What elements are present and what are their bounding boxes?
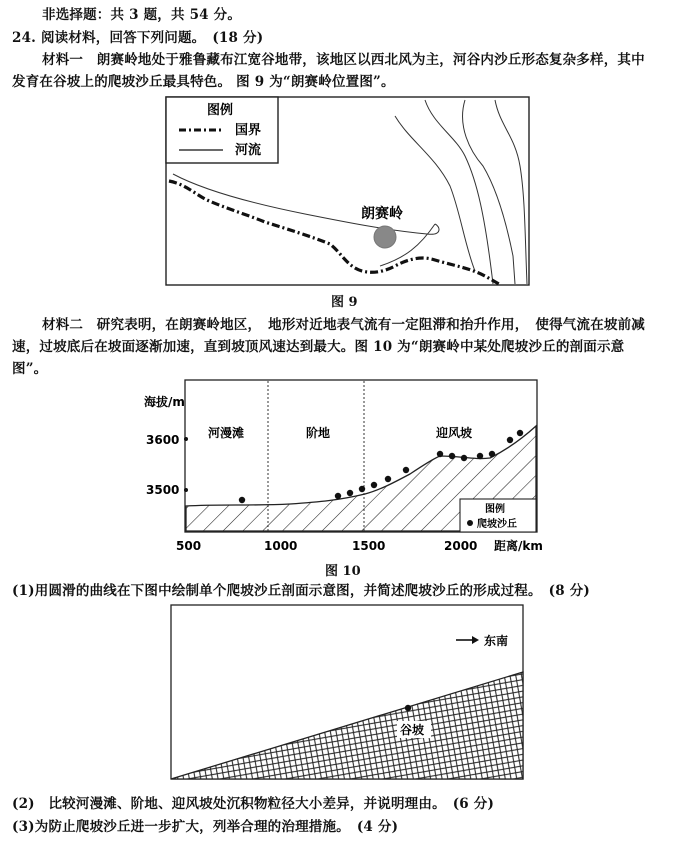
zone-terrace: 阶地 [306,426,331,440]
fig10-xlabel: 距离/km [494,539,543,553]
material2-line2: 速，过坡底后在坡面逐渐加速，直到坡顶风速达到最大。图 10 为“朗赛岭中某处爬坡沙丘的剖面示意 [12,339,625,355]
figure-9-map [165,96,530,286]
question-title: 24. 阅读材料，回答下列问题。 (18 分) [12,30,264,46]
material1-line1: 材料一 朗赛岭地处于雅鲁藏布江宽谷地带，该地区以西北风为主，河谷内沙丘形态复杂多样，其中 [42,52,645,68]
section-header: 非选择题：共 3 题，共 54 分。 [42,7,242,23]
fig10-ylabel: 海拔/m [144,395,185,409]
ytick-3600: 3600 [146,433,180,447]
xtick-1000: 1000 [264,539,298,553]
figure-10-profile [140,376,550,556]
material2-line3: 图”。 [12,361,48,377]
langsailing-label: 朗赛岭 [361,206,403,222]
figure-9-caption: 图 9 [331,295,358,310]
figure-10-caption: 图 10 [325,564,361,579]
question-3: (3)为防止爬坡沙丘进一步扩大，列举合理的治理措施。 (4 分) [12,819,399,835]
valley-slope-point [405,705,411,711]
xtick-500: 500 [176,539,202,553]
fig10-legend-dune: 爬坡沙丘 [477,519,517,530]
direction-label: 东南 [484,634,509,648]
xtick-1500: 1500 [352,539,386,553]
zone-floodplain: 河漫滩 [208,426,245,440]
ytick-3500: 3500 [146,483,180,497]
fig9-legend-title: 图例 [207,103,234,118]
question-2: (2) 比较河漫滩、阶地、迎风坡处沉积物粒径大小差异，并说明理由。 (6 分) [12,796,495,812]
material1-line2: 发育在谷坡上的爬坡沙丘最具特色。 图 9 为“朗赛岭位置图”。 [12,74,395,90]
valley-slope-label: 谷坡 [400,723,425,737]
xtick-2000: 2000 [444,539,478,553]
drawing-figure [170,604,524,780]
material2-line1: 材料二 研究表明，在朗赛岭地区， 地形对近地表气流有一定阻滞和抬升作用， 使得气流在坡前减 [42,317,645,333]
fig9-legend-river: 河流 [235,143,262,158]
zone-windward: 迎风坡 [436,426,473,440]
langsailing-marker [374,226,396,248]
fig10-legend-title: 图例 [485,504,505,515]
fig9-legend-border: 国界 [235,123,262,138]
question-1: (1)用圆滑的曲线在下图中绘制单个爬坡沙丘剖面示意图，并简述爬坡沙丘的形成过程。 (8 分) [12,583,590,599]
